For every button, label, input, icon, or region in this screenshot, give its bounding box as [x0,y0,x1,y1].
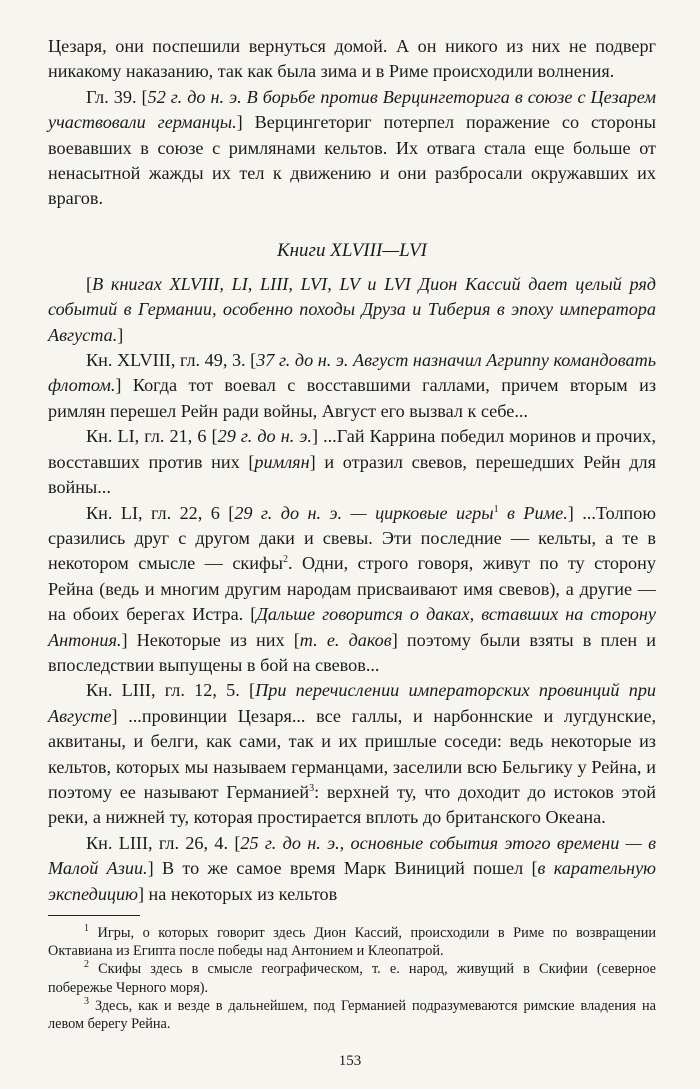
footnote-separator [48,915,140,916]
paragraph-book48: Кн. XLVIII, гл. 49, 3. [37 г. до н. э. Август назначил Агриппу командовать флотом.] Когда тот воевал с восставшими галлами, причем вторым из римлян перешел Рейн ради войны, Август его вызвал к себе... [48,350,656,421]
paragraph-continuation: Цезаря, они поспешили вернуться домой. А он никого из них не подверг никакому наказанию, так как была зима и в Риме происходили волнения. [48,36,656,82]
footnote-2: $^2$ Скифы здесь в смысле географическом, т. е. народ, живущий в Скифии (северное побережье Черного моря). [48,959,656,996]
paragraph-ch39: Гл. 39. [52 г. до н. э. В борьбе против Верцингеторига в союзе с Цезарем участвовали германцы.] Верцингеториг потерпел поражение со стороны воевавших в союзе с римлянами кельтов. Их отвага стала еще больше от ненасытной жажды их тел к движению и они разбросали окружавших их врагов. [48,86,657,209]
footnotes [48,924,656,1033]
footnote-ref-2: 2 [282,554,288,566]
paragraph-book51-21: Кн. LI, гл. 21, 6 [29 г. до н. э.] ...Гай Каррина победил моринов и прочих, восставших против них [римлян] и отразил свевов, перешедших Рейн для войны... [48,426,656,498]
footnote-ref-3: 3 [309,782,315,794]
paragraph-book51-22: Кн. LI, гл. 22, 6 [29 г. до н. э. — цирковые игры$^1$ в Риме.] ...Толпою сразились друг с другом даки и свевы. Эти последние — кельты, а те в некотором смысле — скифы$^2$. Одни, строго говоря, живут по ту сторону Рейна (ведь и многим другим народам присваивают имя свевов), а другие — на обоих берегах Истра. [Дальше говорится о даках, вставших на сторону Антония.] Некоторые из них [т. е. даков] поэтому были взяты в плен и впоследствии выпущены в бой на свевов... [48,502,656,675]
paragraph-book53-26: Кн. LIII, гл. 26, 4. [25 г. до н. э., основные события этого времени — в Малой Азии.] В то же самое время Марк Виниций пошел [в карательную экспедицию] на некоторых из кельтов [48,832,656,904]
footnote-1: $^1$ Игры, о которых говорит здесь Дион Кассий, происходили в Риме по возвращении Октавиана из Египта после победы над Антонием и Клеопатрой. [48,923,656,960]
footnote-3: $^3$ Здесь, как и везде в дальнейшем, под Германией подразумеваются римские владения на левом берегу Рейна. [48,996,656,1033]
paragraph-intro: [В книгах XLVIII, LI, LIII, LVI, LV и LVI Дион Кассий дает целый ряд событий в Германии, особенно походы Друза и Тиберия в эпоху императора Августа.] [48,273,656,345]
section-heading: Книги XLVIII—LVI [277,239,427,261]
page-number: 153 [338,1053,362,1069]
footnote-ref-1: 1 [493,503,499,515]
paragraph-book53-12: Кн. LIII, гл. 12, 5. [При перечислении императорских провинций при Августе] ...провинции Цезаря... все галлы, и нарбоннские и лугдунские, аквитаны, и белги, как сами, так и их пришлые соседи: ведь некоторые из кельтов, которых мы называем германцами, заселили всю Бельгику у Рейна, и поэтому ее называют Германией$^3$: верхней ту, что доходит до истоков этой реки, а нижней ту, которая простирается вплоть до британского Океана. [48,680,657,828]
main-text [48,34,656,907]
